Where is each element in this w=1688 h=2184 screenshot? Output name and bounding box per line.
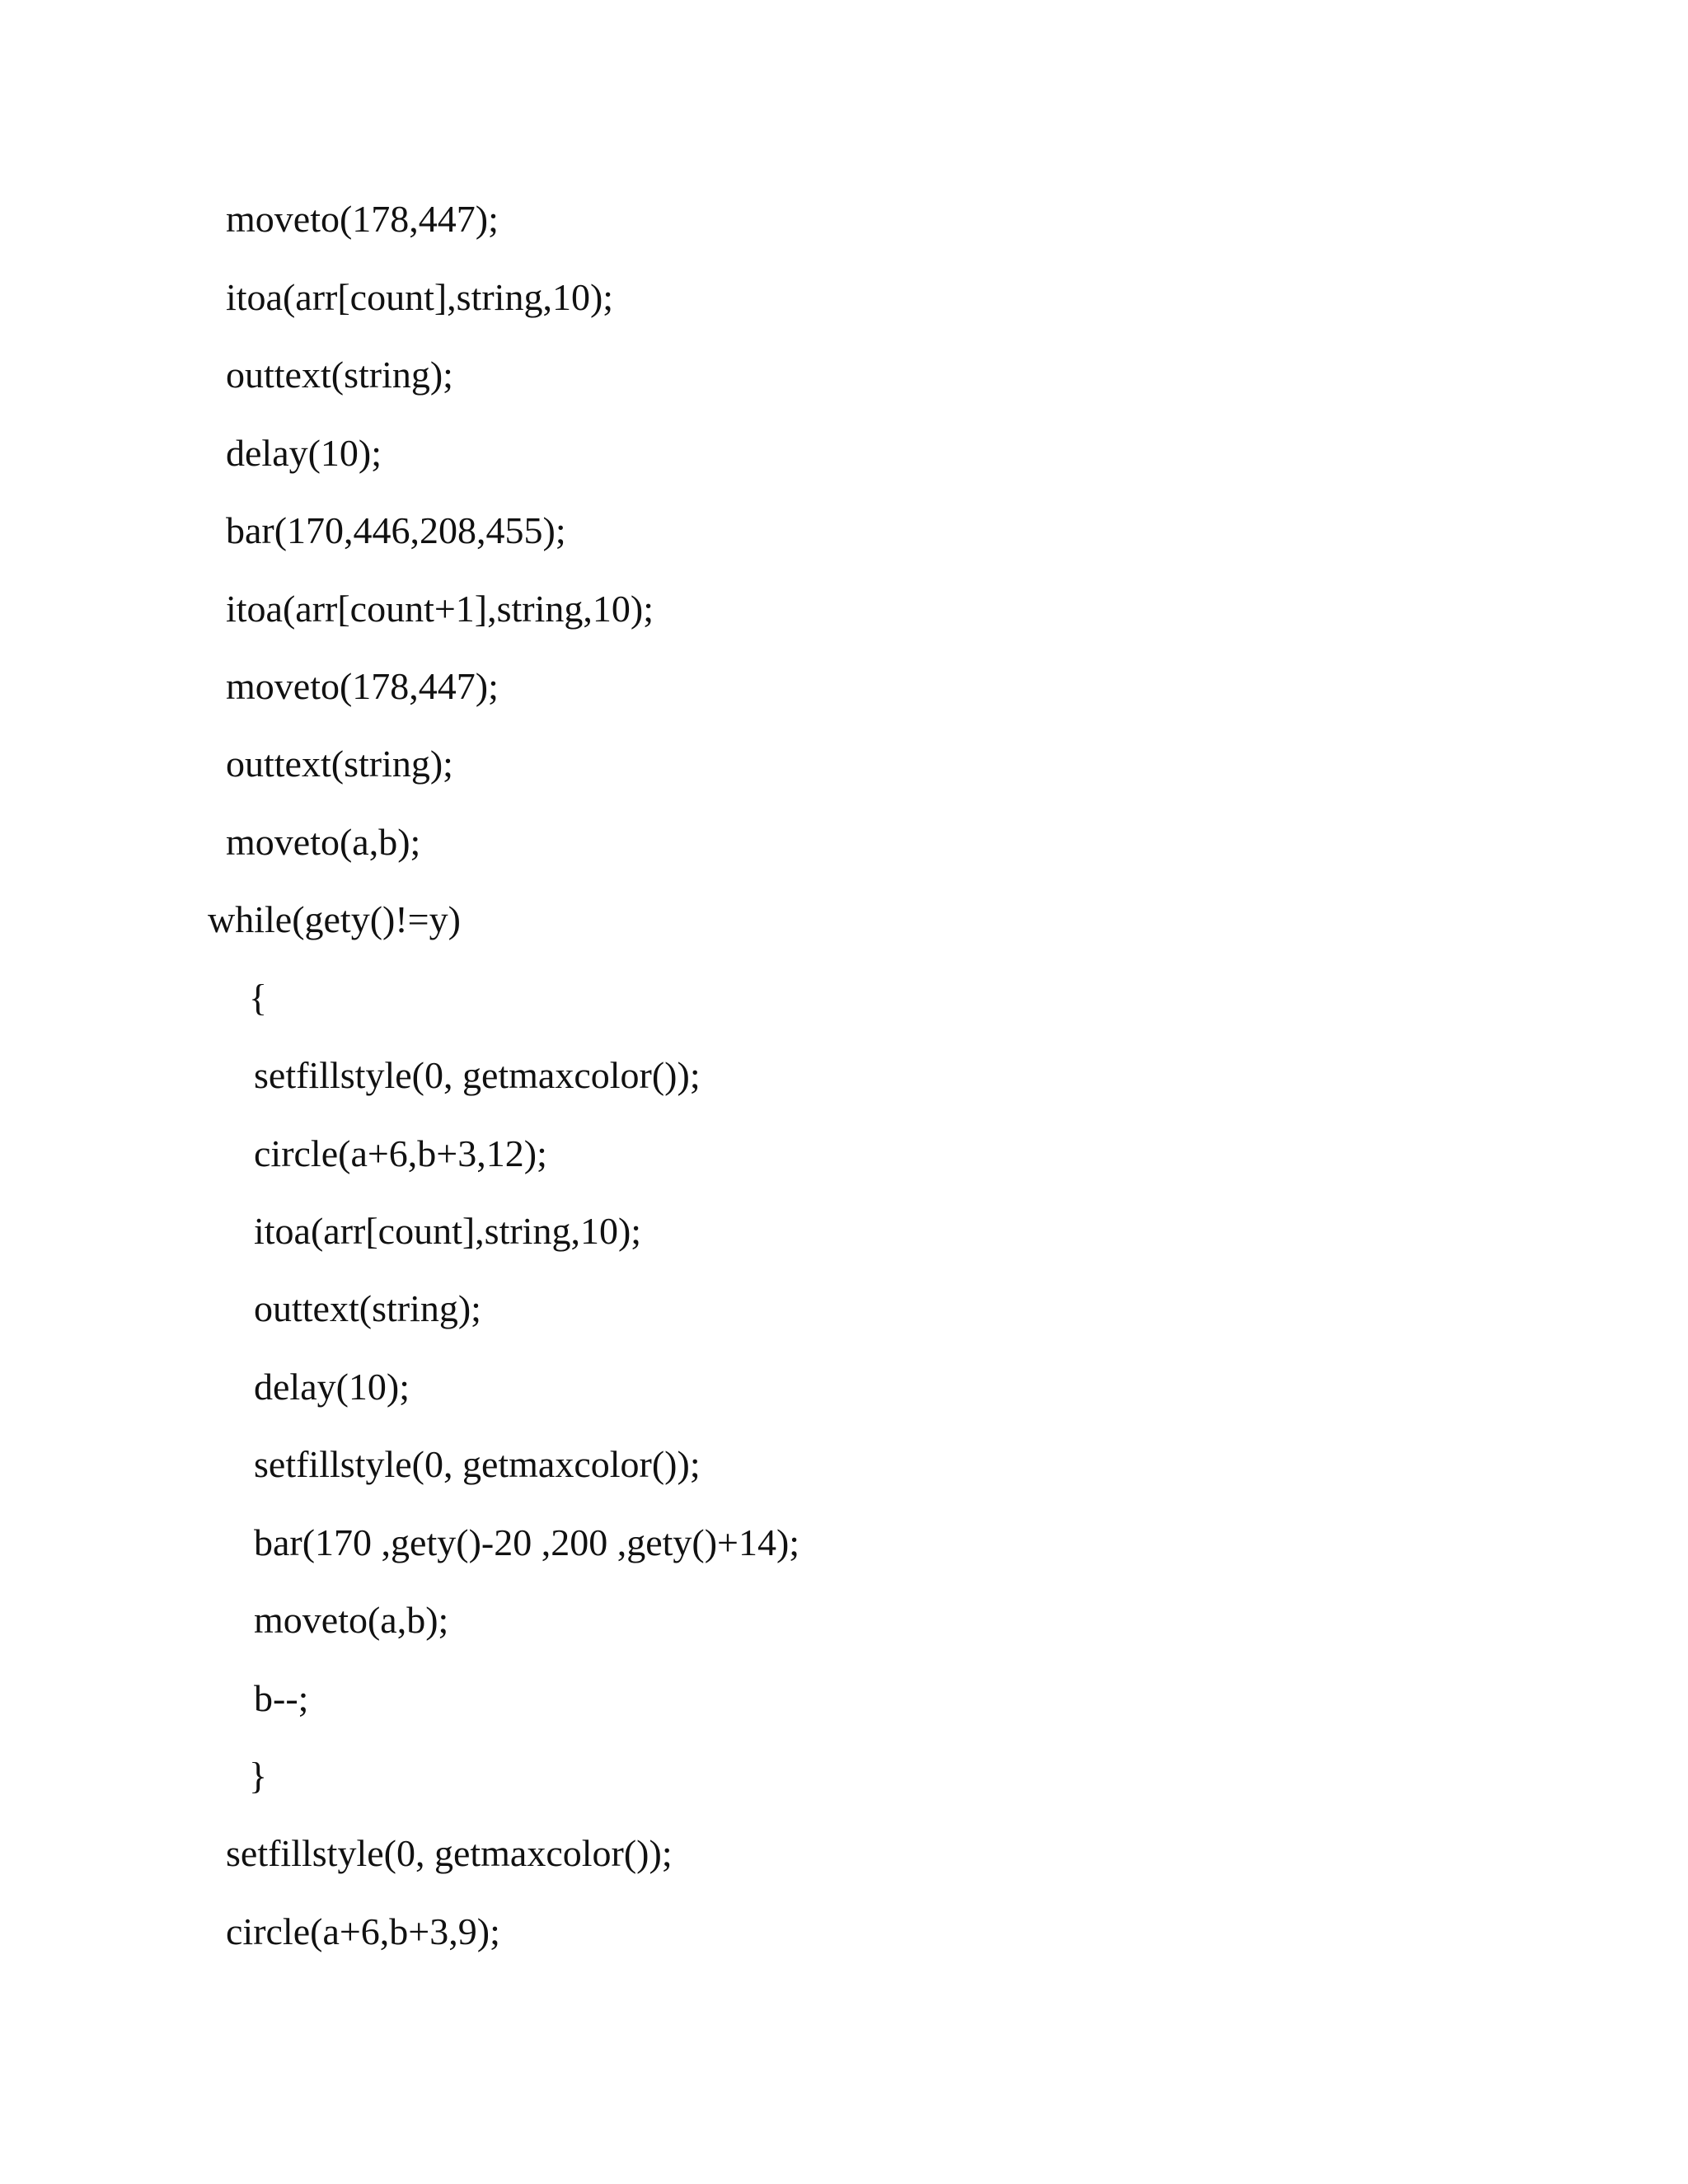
code-line: setfillstyle(0, getmaxcolor());: [226, 1832, 673, 1874]
code-line: delay(10);: [254, 1366, 410, 1408]
code-line: moveto(178,447);: [226, 665, 499, 707]
code-line: bar(170 ,gety()-20 ,200 ,gety()+14);: [254, 1521, 800, 1563]
code-line: {: [249, 977, 268, 1019]
code-line: outtext(string);: [226, 354, 453, 396]
code-line: moveto(a,b);: [254, 1599, 449, 1641]
code-line: circle(a+6,b+3,9);: [226, 1910, 500, 1952]
code-line: bar(170,446,208,455);: [226, 509, 566, 551]
code-line: circle(a+6,b+3,12);: [254, 1132, 547, 1174]
code-line: delay(10);: [226, 432, 382, 474]
code-line: outtext(string);: [254, 1287, 481, 1329]
code-line: setfillstyle(0, getmaxcolor());: [254, 1443, 701, 1485]
code-line: }: [249, 1755, 268, 1797]
code-line: setfillstyle(0, getmaxcolor());: [254, 1054, 701, 1096]
code-line: outtext(string);: [226, 743, 453, 785]
code-line: while(gety()!=y): [208, 898, 461, 940]
code-line: b--;: [254, 1677, 309, 1719]
code-line: moveto(178,447);: [226, 198, 499, 240]
code-line: moveto(a,b);: [226, 821, 421, 863]
code-line: itoa(arr[count],string,10);: [226, 276, 614, 318]
code-line: itoa(arr[count+1],string,10);: [226, 588, 654, 630]
code-line: itoa(arr[count],string,10);: [254, 1210, 642, 1252]
